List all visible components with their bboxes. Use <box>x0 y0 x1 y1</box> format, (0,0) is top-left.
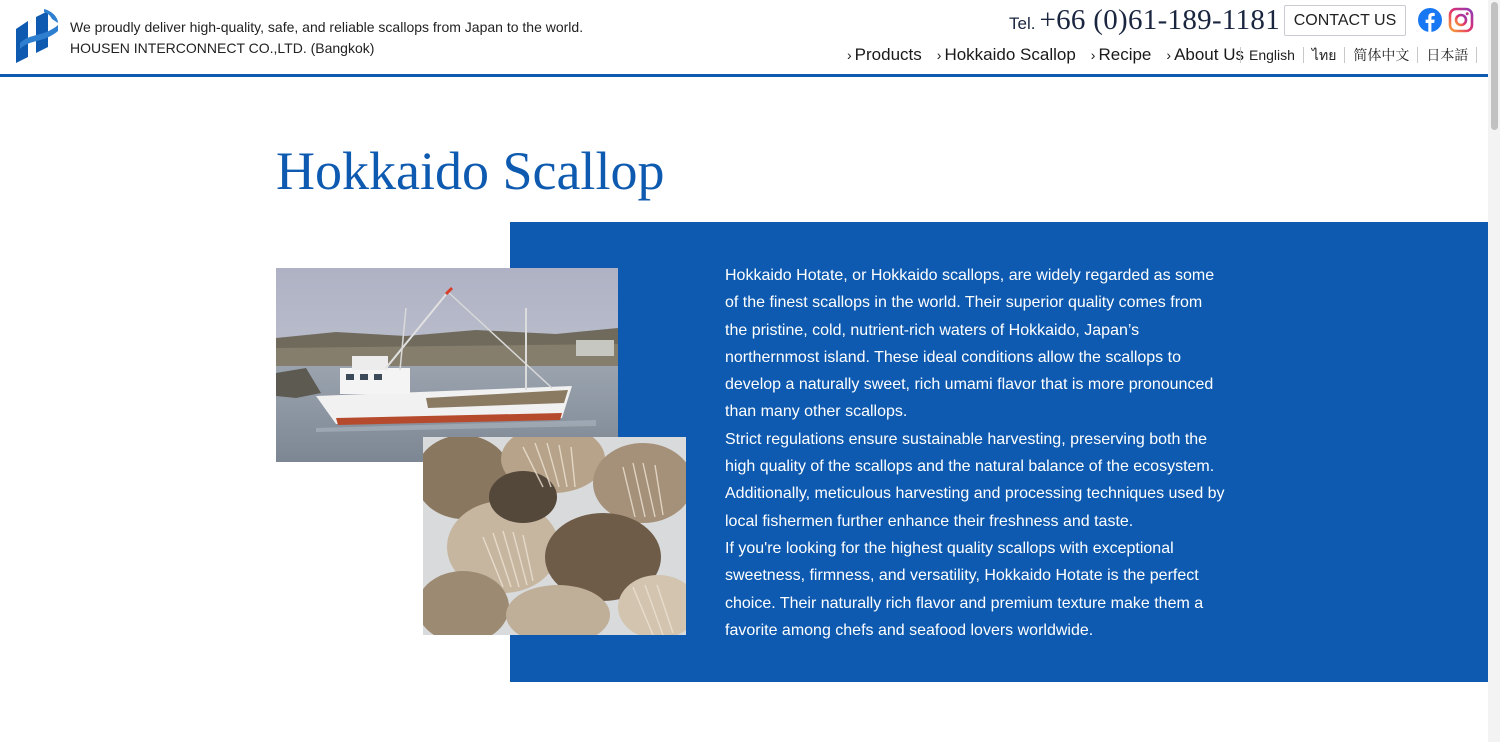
nav-item-label: Products <box>854 45 922 64</box>
header-divider <box>0 74 1488 77</box>
tagline-line-2: HOUSEN INTERCONNECT CO.,LTD. (Bangkok) <box>70 40 375 56</box>
nav-arrow: › <box>936 47 942 63</box>
nav-item-about-us[interactable] <box>1166 45 1244 65</box>
nav-item-recipe[interactable] <box>1091 45 1152 65</box>
nav-item-label: Hokkaido Scallop <box>944 45 1076 64</box>
site-header <box>0 0 1488 74</box>
facebook-icon[interactable] <box>1418 8 1442 32</box>
tel-number[interactable]: +66 (0)61-189-1181 <box>1039 4 1281 36</box>
nav-item-hokkaido-scallop[interactable] <box>937 45 1076 65</box>
language-switcher <box>1240 47 1477 63</box>
description-paragraph: Hokkaido Hotate, or Hokkaido scallops, are widely regarded as some of the finest scallops in the world. Their superior quality comes from the pristine, cold, nutrient-rich waters of Hokkaido, Japan’s northernmost island. These ideal conditions allow the scallops to develop a naturally sweet, rich umami flavor that is more pronounced than many other scallops. <box>725 267 1215 421</box>
scrollbar-thumb[interactable] <box>1491 2 1498 130</box>
description-paragraph: Strict regulations ensure sustainable harvesting, preserving both the high quality of the scallops and the natural balance of the ecosystem. Additionally, meticulous harvesting and processing techniques used by local fishermen further enhance their freshness and taste. <box>725 430 1225 530</box>
company-logo[interactable] <box>14 9 60 65</box>
phone-number[interactable] <box>1009 4 1280 37</box>
nav-item-products[interactable] <box>847 45 922 65</box>
description-text <box>725 262 1225 644</box>
nav-arrow: › <box>847 47 852 63</box>
lang-thai[interactable]: ไทย <box>1303 47 1344 63</box>
nav-arrow: › <box>1166 47 1172 63</box>
instagram-icon[interactable] <box>1448 7 1474 33</box>
lang-japanese[interactable]: 日本語 <box>1417 47 1477 63</box>
tagline <box>70 17 583 59</box>
tagline-line-1: We proudly deliver high-quality, safe, and reliable scallops from Japan to the world. <box>70 19 584 35</box>
lang-english[interactable]: English <box>1240 47 1303 63</box>
fishing-boat-photo <box>276 268 618 462</box>
nav-item-label: About Us <box>1174 45 1244 64</box>
tel-label: Tel. <box>1009 14 1036 33</box>
contact-us-button[interactable]: CONTACT US <box>1284 5 1406 36</box>
lang-chinese[interactable]: 简体中文 <box>1344 47 1417 63</box>
nav-item-label: Recipe <box>1098 45 1152 64</box>
description-paragraph: If you're looking for the highest quality scallops with exceptional sweetness, firmness, and versatility, Hokkaido Hotate is the perfect choice. Their naturally rich flavor and premium texture make them a favorite among chefs and seafood lovers worldwide. <box>725 539 1204 639</box>
scallops-photo <box>423 437 686 635</box>
main-nav <box>847 45 1259 65</box>
nav-arrow: › <box>1090 47 1096 63</box>
page-title: Hokkaido Scallop <box>276 141 665 201</box>
